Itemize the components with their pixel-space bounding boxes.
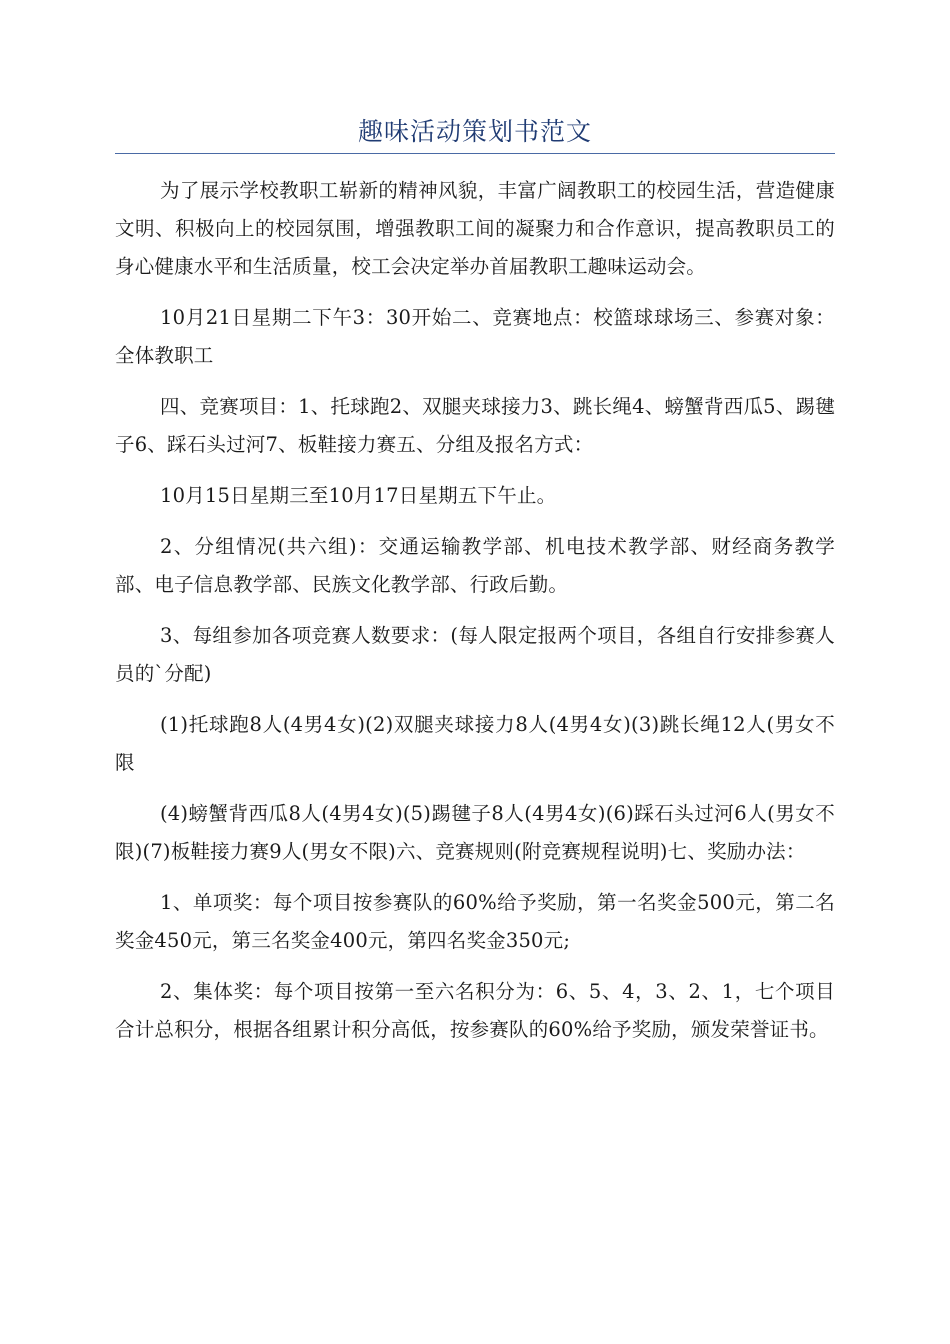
paragraph-event-quotas-2: (4)螃蟹背西瓜8人(4男4女)(5)踢毽子8人(4男4女)(6)踩石头过河6人(男女不限)(7)板鞋接力赛9人(男女不限)六、竞赛规则(附竞赛规程说明)七、奖励办法： bbox=[115, 802, 835, 863]
paragraph-event-quotas-1: (1)托球跑8人(4男4女)(2)双腿夹球接力8人(4男4女)(3)跳长绳12人(男女不限 bbox=[115, 713, 835, 774]
document-title: 趣味活动策划书范文 bbox=[357, 117, 592, 146]
paragraph-participant-requirements: 3、每组参加各项竞赛人数要求：(每人限定报两个项目，各组自行安排参赛人员的`分配) bbox=[115, 624, 835, 685]
paragraph-time-location: 10月21日星期二下午3：30开始二、竞赛地点：校篮球球场三、参赛对象：全体教职工 bbox=[115, 306, 835, 367]
paragraph-events: 四、竞赛项目：1、托球跑2、双腿夹球接力3、跳长绳4、螃蟹背西瓜5、踢毽子6、踩石头过河7、板鞋接力赛五、分组及报名方式： bbox=[115, 395, 835, 456]
paragraph-intro: 为了展示学校教职工崭新的精神风貌，丰富广阔教职工的校园生活，营造健康文明、积极向上的校园氛围，增强教职工间的凝聚力和合作意识，提高教职员工的身心健康水平和生活质量，校工会决定举办首届教职工趣味运动会。 bbox=[115, 179, 835, 278]
paragraph-team-award: 2、集体奖：每个项目按第一至六名积分为：6、5、4，3、2、1，七个项目合计总积分，根据各组累计积分高低，按参赛队的60%给予奖励，颁发荣誉证书。 bbox=[115, 980, 835, 1041]
paragraph-individual-award: 1、单项奖：每个项目按参赛队的60%给予奖励，第一名奖金500元，第二名奖金450元，第三名奖金400元，第四名奖金350元; bbox=[115, 891, 835, 952]
paragraph-registration-date: 10月15日星期三至10月17日星期五下午止。 bbox=[160, 484, 557, 507]
paragraph-groups: 2、分组情况(共六组)：交通运输教学部、机电技术教学部、财经商务教学部、电子信息教学部、民族文化教学部、行政后勤。 bbox=[115, 535, 835, 596]
title-underline bbox=[115, 153, 835, 154]
document-body bbox=[115, 172, 835, 1062]
